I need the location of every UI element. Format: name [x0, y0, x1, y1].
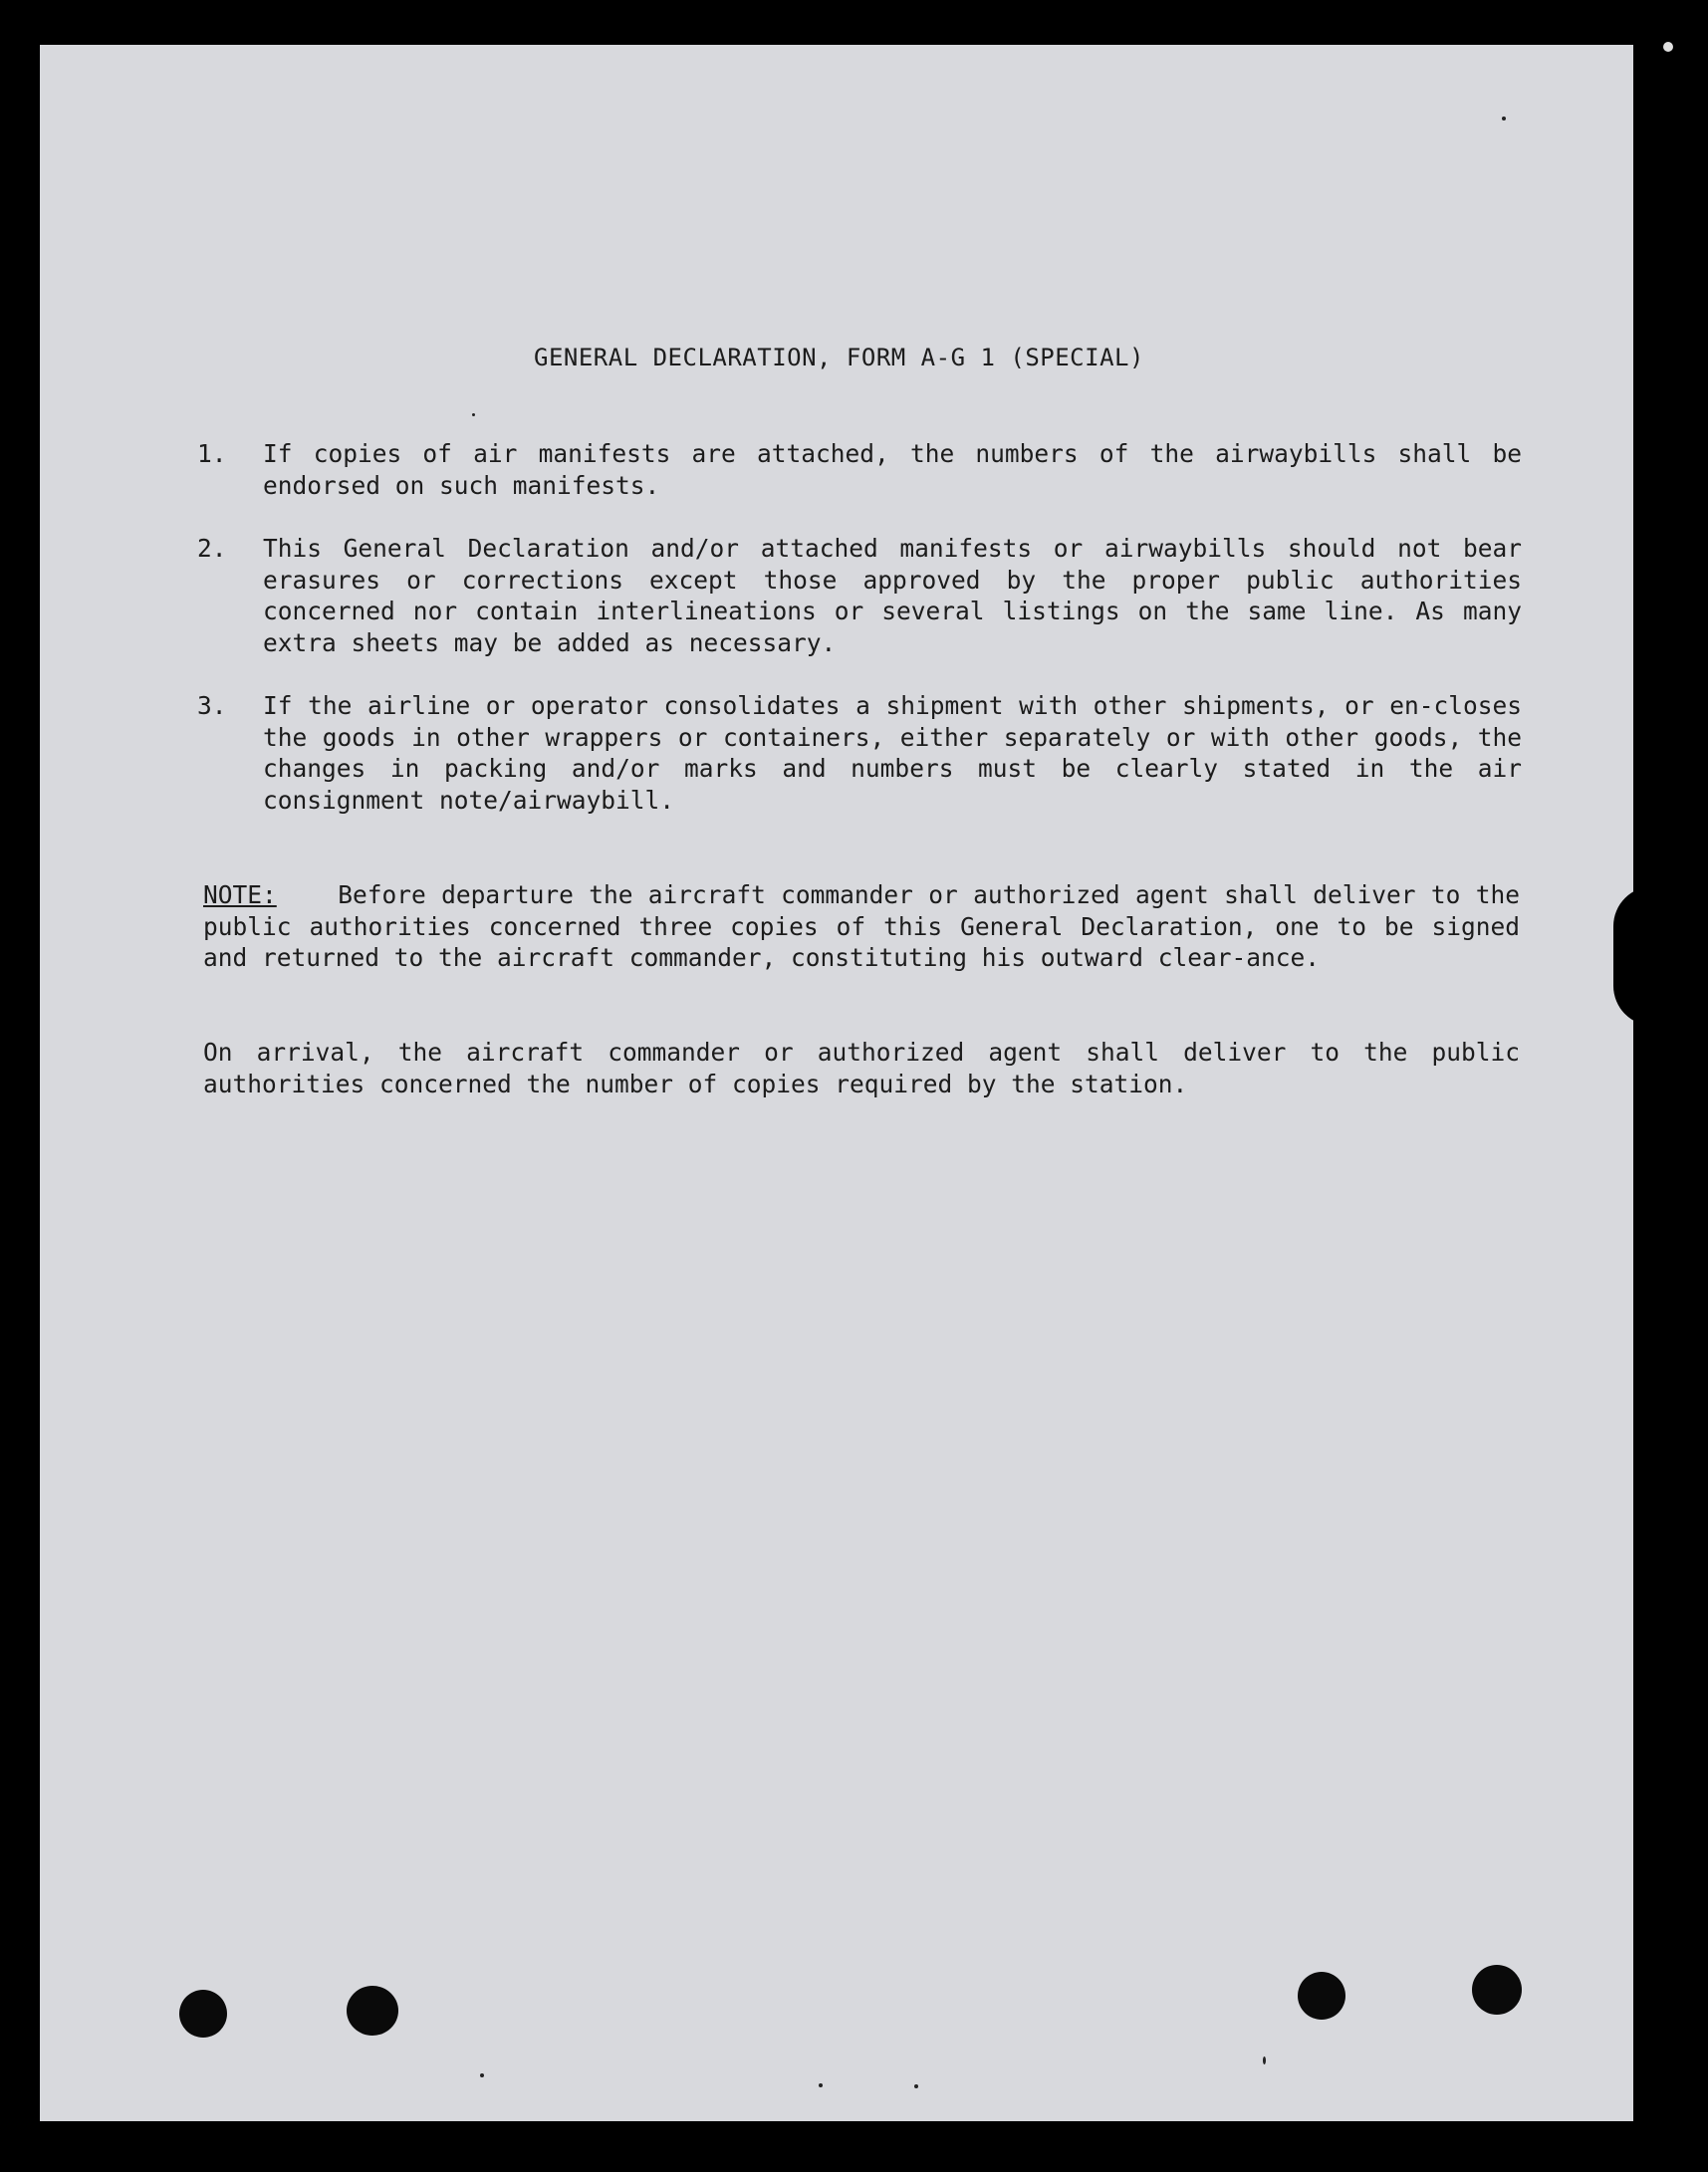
note-text: Before departure the aircraft commander or authorized agent shall deliver to the public authorities concerned three copies of this General Declaration, one to be signed and returned to the aircraft commander, constituting his outward clear-ance. — [203, 880, 1520, 973]
note-paragraph — [203, 879, 1520, 974]
list-item — [197, 438, 1522, 501]
page-title: GENERAL DECLARATION, FORM A-G 1 (SPECIAL) — [534, 344, 1144, 371]
speck — [1263, 2056, 1266, 2064]
arrival-paragraph: On arrival, the aircraft commander or authorized agent shall deliver to the public authorities concerned the number of copies required by the station. — [203, 1038, 1520, 1098]
list-item — [197, 533, 1522, 658]
list-item — [197, 690, 1522, 816]
speck — [480, 2073, 484, 2077]
item-number: 1. — [197, 439, 227, 468]
speck — [472, 413, 475, 416]
punch-hole — [1298, 1972, 1345, 2020]
item-text: This General Declaration and/or attached manifests or airwaybills should not bear erasures or corrections except those approved by the proper public authorities concerned nor contain interlineations or several listings on the same line. As many extra sheets may be added as necessary. — [263, 534, 1522, 657]
speck — [819, 2083, 823, 2087]
punch-hole — [179, 1990, 227, 2038]
page-edge-notch — [1613, 886, 1673, 1026]
item-number: 2. — [197, 534, 227, 563]
note-label: NOTE: — [203, 880, 277, 909]
punch-hole — [347, 1986, 398, 2036]
item-number: 3. — [197, 691, 227, 720]
punch-hole — [1472, 1965, 1522, 2015]
speck — [914, 2084, 918, 2088]
speck — [1663, 42, 1673, 52]
speck — [1502, 117, 1506, 121]
item-text: If copies of air manifests are attached, the numbers of the airwaybills shall be endorsed on such manifests. — [263, 439, 1522, 500]
item-text: If the airline or operator consolidates a shipment with other shipments, or en-closes the goods in other wrappers or containers, either separately or with other goods, the changes in packing and/or marks and numbers must be clearly stated in the air consignment note/airwaybill. — [263, 691, 1522, 815]
